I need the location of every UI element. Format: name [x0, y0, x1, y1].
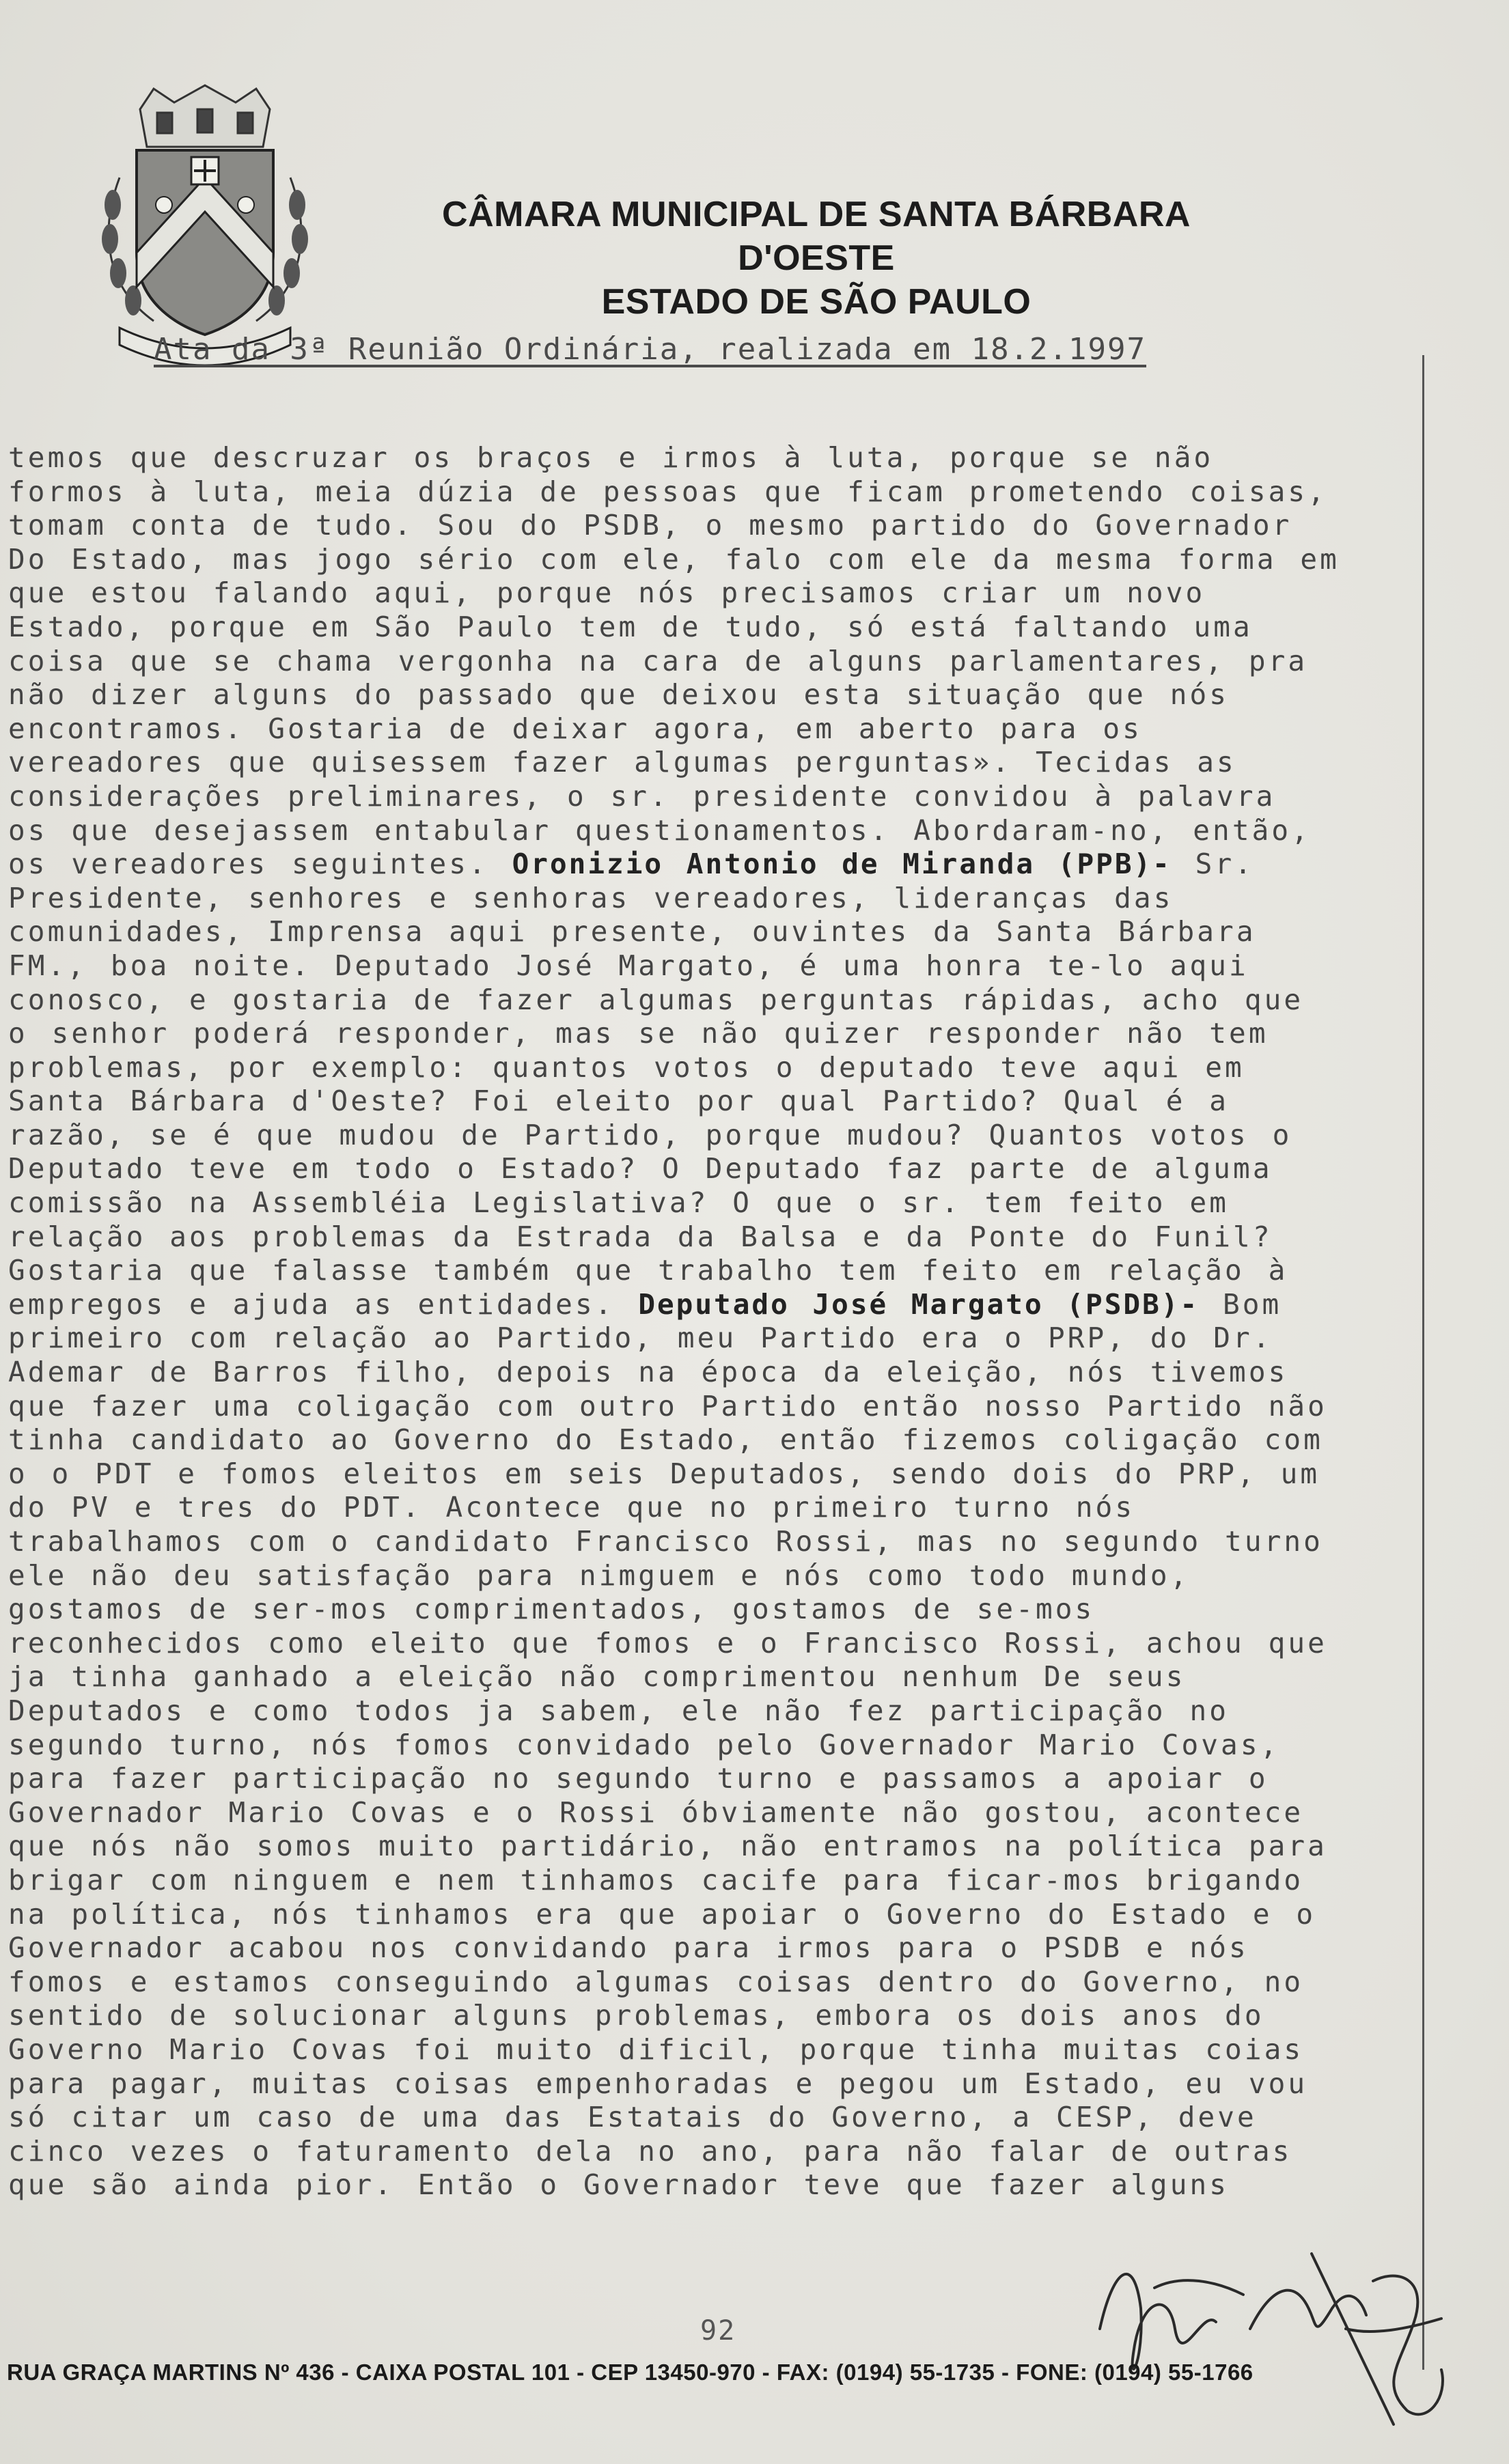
text-line	[8, 475, 1381, 509]
minute-title: Ata da 3ª Reunião Ordinária, realizada em 18.2.1997	[154, 332, 1147, 367]
text-line	[8, 2033, 1381, 2067]
text-line-content: Do Estado, mas jogo sério com ele, falo com ele da mesma forma em	[8, 542, 1340, 576]
text-line	[8, 543, 1381, 577]
text-line-content: Governador acabou nos convidando para irmos para o PSDB e nós	[8, 1931, 1249, 1965]
margin-rule	[1422, 355, 1424, 2370]
text-line	[8, 1931, 1381, 1965]
text-line-content: brigar com ninguem e nem tinhamos cacife para ficar-mos brigando	[8, 1863, 1304, 1896]
text-line	[8, 1288, 1381, 1322]
text-line-content: Governador Mario Covas e o Rossi óbviamente não gostou, acontece	[8, 1795, 1304, 1829]
text-line-content: o senhor poderá responder, mas se não quizer responder não tem	[8, 1017, 1269, 1050]
text-line	[8, 441, 1381, 475]
page-number: 92	[700, 2315, 736, 2347]
text-line	[8, 1321, 1381, 1356]
text-line	[8, 746, 1381, 780]
text-line-content: não dizer alguns do passado que deixou esta situação que nós	[8, 678, 1230, 712]
text-line	[8, 1084, 1381, 1119]
text-line-content: Presidente, senhores e senhoras vereadores, lideranças das	[8, 881, 1174, 914]
text-line-content: gostamos de ser-mos comprimentados, gostamos de se-mos	[8, 1593, 1095, 1626]
text-line-content: Deputado teve em todo o Estado? O Deputado faz parte de alguma	[8, 1152, 1273, 1186]
text-line-content: vereadores que quisessem fazer algumas perguntas». Tecidas as	[8, 746, 1236, 779]
handwritten-signatures	[1086, 2226, 1469, 2431]
text-line-content: conosco, e gostaria de fazer algumas perguntas rápidas, acho que	[8, 983, 1304, 1016]
text-line	[8, 1186, 1381, 1220]
chamber-name: CÂMARA MUNICIPAL DE SANTA BÁRBARA D'OESTE	[442, 195, 1191, 278]
text-line	[8, 1017, 1381, 1051]
text-line-content: Santa Bárbara d'Oeste? Foi eleito por qual Partido? Qual é a	[8, 1084, 1230, 1118]
speaker-name: Deputado José Margato (PSDB)-	[638, 1287, 1200, 1321]
text-line	[8, 1356, 1381, 1390]
text-line	[8, 848, 1381, 882]
text-line	[8, 814, 1381, 848]
text-line	[8, 2135, 1381, 2169]
text-line-content: para pagar, muitas coisas empenhoradas e pegou um Estado, eu vou	[8, 2067, 1308, 2100]
text-line	[8, 1390, 1381, 1424]
text-line	[8, 949, 1381, 983]
text-line-content: formos à luta, meia dúzia de pessoas que ficam prometendo coisas,	[8, 475, 1327, 508]
text-line-content: reconhecidos como eleito que fomos e o Francisco Rossi, achou que	[8, 1626, 1327, 1660]
text-line	[8, 1119, 1381, 1153]
text-line	[8, 509, 1381, 543]
text-line	[8, 1254, 1381, 1288]
text-line-content: tomam conta de tudo. Sou do PSDB, o mesmo partido do Governador	[8, 509, 1292, 542]
text-line-content: razão, se é que mudou de Partido, porque mudou? Quantos votos o	[8, 1118, 1292, 1151]
text-line	[8, 2067, 1381, 2101]
text-line-content: só citar um caso de uma das Estatais do Governo, a CESP, deve	[8, 2101, 1257, 2134]
text-line	[8, 1796, 1381, 1830]
minute-body	[8, 441, 1381, 2202]
text-line	[8, 1220, 1381, 1255]
text-line-content: trabalhamos com o candidato Francisco Rossi, mas no segundo turno	[8, 1525, 1323, 1558]
text-line-content: Governo Mario Covas foi muito dificil, porque tinha muitas coias	[8, 2032, 1304, 2066]
text-line-content: tinha candidato ao Governo do Estado, então fizemos coligação com	[8, 1423, 1323, 1457]
coat-of-arms-icon	[92, 82, 318, 369]
text-line	[8, 780, 1381, 814]
text-line	[8, 1051, 1381, 1085]
text-line	[8, 1728, 1381, 1763]
text-line	[8, 611, 1381, 645]
text-line	[8, 2101, 1381, 2135]
text-line-content: cinco vezes o faturamento dela no ano, para não falar de outras	[8, 2134, 1292, 2168]
text-line-content: temos que descruzar os braços e irmos à luta, porque se não	[8, 441, 1214, 474]
text-line	[8, 1694, 1381, 1728]
text-line	[8, 1762, 1381, 1796]
text-line	[8, 1999, 1381, 2033]
text-line	[8, 2168, 1381, 2202]
text-line-content: comunidades, Imprensa aqui presente, ouvintes da Santa Bárbara	[8, 915, 1256, 949]
letterhead-footer: RUA GRAÇA MARTINS Nº 436 - CAIXA POSTAL 101 - CEP 13450-970 - FAX: (0194) 55-1735 - FONE: (0194) 55-1766	[7, 2360, 1254, 2385]
text-line-content: segundo turno, nós fomos convidado pelo Governador Mario Covas,	[8, 1728, 1280, 1761]
text-line	[8, 712, 1381, 746]
text-line	[8, 983, 1381, 1018]
text-line-content: comissão na Assembléia Legislativa? O que o sr. tem feito em	[8, 1186, 1230, 1220]
text-line	[8, 1457, 1381, 1492]
state-name: ESTADO DE SÃO PAULO	[601, 282, 1032, 322]
text-line-content: encontramos. Gostaria de deixar agora, em aberto para os	[8, 712, 1142, 745]
text-line-content: empregos e ajuda as entidades.	[8, 1287, 639, 1321]
text-line-content: ele não deu satisfação para nimguem e nós como todo mundo,	[8, 1558, 1190, 1592]
text-line-content: na política, nós tinhamos era que apoiar o Governo do Estado e o	[8, 1897, 1316, 1931]
text-line-tail: Sr.	[1171, 848, 1255, 881]
text-line-tail: Bom	[1199, 1287, 1282, 1321]
text-line	[8, 1898, 1381, 1932]
text-line	[8, 1965, 1381, 2000]
text-line-content: fomos e estamos conseguindo algumas coisas dentro do Governo, no	[8, 1965, 1304, 1998]
text-line	[8, 882, 1381, 916]
text-line-content: Ademar de Barros filho, depois na época da eleição, nós tivemos	[8, 1356, 1288, 1389]
text-line	[8, 1627, 1381, 1661]
text-line-content: primeiro com relação ao Partido, meu Partido era o PRP, do Dr.	[8, 1321, 1273, 1355]
text-line-content: coisa que se chama vergonha na cara de alguns parlamentares, pra	[8, 644, 1308, 677]
text-line-content: Estado, porque em São Paulo tem de tudo, só está faltando uma	[8, 610, 1253, 643]
text-line-content: problemas, por exemplo: quantos votos o deputado teve aqui em	[8, 1050, 1245, 1084]
speaker-name: Oronizio Antonio de Miranda (PPB)-	[512, 848, 1172, 881]
text-line-content: sentido de solucionar alguns problemas, embora os dois anos do	[8, 1999, 1264, 2032]
text-line	[8, 915, 1381, 949]
text-line	[8, 1525, 1381, 1559]
text-line-content: para fazer participação no segundo turno e passamos a apoiar o	[8, 1762, 1269, 1795]
text-line-content: Gostaria que falasse também que trabalho tem feito em relação à	[8, 1254, 1288, 1287]
letterhead	[372, 193, 1260, 324]
text-line-content: que são ainda pior. Então o Governador teve que fazer alguns	[8, 2168, 1230, 2202]
text-line	[8, 645, 1381, 679]
text-line-content: que nós não somos muito partidário, não entramos na política para	[8, 1830, 1327, 1863]
text-line-content: do PV e tres do PDT. Acontece que no primeiro turno nós	[8, 1491, 1135, 1524]
text-line	[8, 1152, 1381, 1186]
text-line-content: os vereadores seguintes.	[8, 848, 512, 881]
text-line	[8, 1660, 1381, 1694]
text-line-content: Deputados e como todos ja sabem, ele não fez participação no	[8, 1694, 1230, 1727]
text-line	[8, 576, 1381, 611]
text-line-content: considerações preliminares, o sr. presidente convidou à palavra	[8, 779, 1276, 813]
text-line	[8, 1593, 1381, 1627]
text-line-content: ja tinha ganhado a eleição não comprimentou nenhum De seus	[8, 1660, 1186, 1694]
text-line	[8, 1559, 1381, 1593]
text-line	[8, 1830, 1381, 1864]
text-line	[8, 678, 1381, 712]
text-line-content: os que desejassem entabular questionamentos. Abordaram-no, então,	[8, 813, 1311, 847]
text-line-content: o o PDT e fomos eleitos em seis Deputados, sendo dois do PRP, um	[8, 1457, 1320, 1490]
text-line-content: FM., boa noite. Deputado José Margato, é uma honra te-lo aqui	[8, 949, 1249, 982]
text-line	[8, 1491, 1381, 1525]
text-line-content: que estou falando aqui, porque nós precisamos criar um novo	[8, 576, 1206, 610]
text-line	[8, 1864, 1381, 1898]
text-line	[8, 1423, 1381, 1457]
text-line-content: que fazer uma coligação com outro Partido então nosso Partido não	[8, 1389, 1327, 1423]
text-line-content: relação aos problemas da Estrada da Balsa e da Ponte do Funil?	[8, 1220, 1273, 1253]
